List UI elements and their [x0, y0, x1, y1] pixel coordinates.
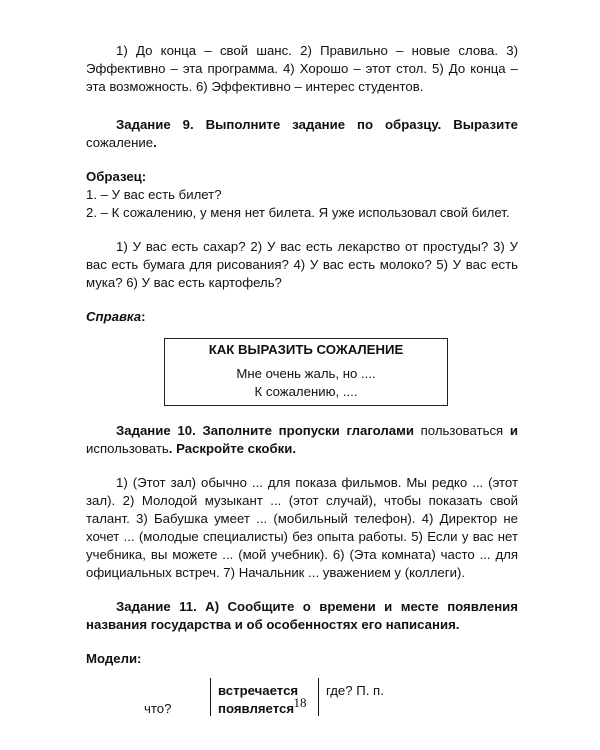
model-verb-1: встречается — [218, 683, 299, 698]
task11-heading: Задание 11. А) Сообщите о времени и месте появления названия государства и об особенностях его написания. — [86, 599, 518, 632]
task10-heading-part5: . Раскройте скобки. — [168, 441, 296, 456]
reference-box-line-1: Мне очень жаль, но .... — [236, 366, 376, 381]
task9-exercise-text: 1) У вас есть сахар? 2) У вас есть лекарство от простуды? 3) У вас есть бумага для рисования? 4) У вас есть молоко? 5) У вас есть мука? 6) У вас есть картофель? — [86, 239, 518, 290]
reference-box-title: КАК ВЫРАЗИТЬ СОЖАЛЕНИЕ — [208, 342, 404, 357]
reference-label — [86, 308, 518, 326]
task10-heading — [86, 422, 518, 458]
reference-label-text: Справка — [86, 309, 142, 324]
sample-label: Образец: — [86, 169, 147, 184]
page-number: 18 — [293, 695, 307, 710]
sample-line-1: 1. – У вас есть билет? — [86, 187, 222, 202]
model-where: где? П. п. — [326, 683, 384, 698]
task10-heading-part4: использовать — [86, 441, 169, 456]
model-what: что? — [144, 701, 172, 716]
task10-heading-part3: и — [509, 423, 519, 438]
models-label: Модели: — [86, 651, 142, 666]
task10-exercise-text: 1) (Этот зал) обычно ... для показа фильмов. Мы редко ... (этот зал). 2) Молодой музыкант ... (этот случай), чтобы показать свой талант. 3) Бабушка умеет ... (мобильный телефон). 4) Директор не хочет ... (молодые специалисты) без опыта работы. 5) Если у вас нет учебника, вы можете ... (мой учебник). 6) (Эта комната) часто ... для официальных встреч. 7) Начальник ... уважением у (коллеги). — [86, 475, 518, 580]
sample-line-2: 2. – К сожалению, у меня нет билета. Я уже использовал свой билет. — [86, 205, 510, 220]
task10-heading-part1: Задание 10. Заполните пропуски глаголами — [116, 423, 414, 438]
model-verb-2: появляется — [218, 701, 295, 716]
task9-heading-dot: . — [153, 135, 157, 150]
reference-box — [164, 338, 448, 406]
reference-box-line-2: К сожалению, .... — [254, 384, 358, 399]
task9-heading — [86, 116, 518, 152]
reference-label-colon: : — [141, 309, 146, 324]
task9-heading-rest: сожаление — [86, 135, 154, 150]
top-exercise-text: 1) До конца – свой шанс. 2) Правильно – новые слова. 3) Эффективно – эта программа. 4) Хорошо – этот стол. 5) До конца – эта возможность. 6) Эффективно – интерес студентов. — [86, 43, 518, 94]
task10-heading-part2: пользоваться — [413, 423, 510, 438]
task9-heading-bold: Задание 9. Выполните задание по образцу. Выразите — [116, 117, 518, 132]
page-body — [86, 42, 518, 724]
